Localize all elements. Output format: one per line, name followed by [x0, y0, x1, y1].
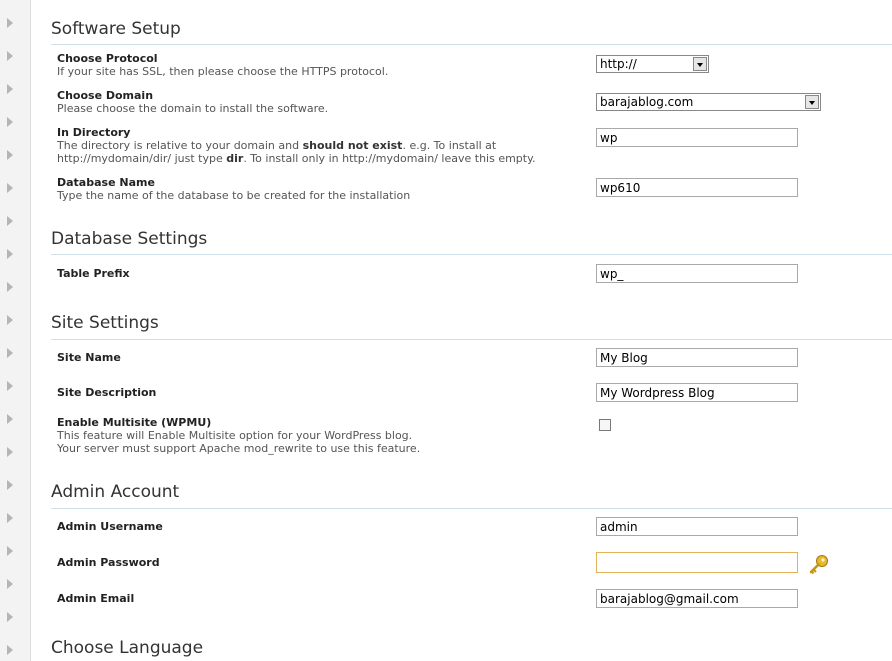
protocol-description: If your site has SSL, then please choose the HTTPS protocol. [57, 65, 389, 78]
site-description-input[interactable] [596, 383, 798, 402]
database-name-label: Database Name [57, 176, 155, 189]
admin-email-input[interactable] [596, 589, 798, 608]
multisite-checkbox[interactable] [599, 419, 611, 431]
sidebar-arrow-icon[interactable] [7, 18, 13, 28]
directory-desc-text: The directory is relative to your domain and [57, 139, 303, 152]
domain-select-value: barajablog.com [600, 95, 694, 109]
sidebar-arrow-icon[interactable] [7, 150, 13, 160]
section-title-admin-account: Admin Account [51, 482, 180, 502]
sidebar-arrow-icon[interactable] [7, 381, 13, 391]
site-description-label: Site Description [57, 386, 157, 399]
section-divider [51, 339, 892, 340]
directory-desc-text: . To install only in http://mydomain/ leave this empty. [243, 152, 536, 165]
section-title-choose-language: Choose Language [51, 638, 204, 658]
sidebar-arrow-icon[interactable] [7, 414, 13, 424]
directory-label: In Directory [57, 126, 131, 139]
directory-desc-bold: dir [226, 152, 244, 165]
directory-input[interactable] [596, 128, 798, 147]
section-divider [51, 508, 892, 509]
protocol-label: Choose Protocol [57, 52, 158, 65]
directory-desc-text: http://mydomain/dir/ just type [57, 152, 227, 165]
sidebar-arrow-icon[interactable] [7, 117, 13, 127]
table-prefix-input[interactable] [596, 264, 798, 283]
admin-password-input[interactable] [596, 552, 798, 573]
chevron-down-icon[interactable] [805, 95, 819, 109]
directory-description [57, 139, 577, 165]
sidebar-arrow-icon[interactable] [7, 84, 13, 94]
section-divider [51, 254, 892, 255]
sidebar-arrow-icon[interactable] [7, 216, 13, 226]
sidebar-arrow-icon[interactable] [7, 315, 13, 325]
left-sidebar [0, 0, 31, 661]
directory-desc-text: . e.g. To install at [402, 139, 497, 152]
sidebar-arrow-icon[interactable] [7, 513, 13, 523]
sidebar-arrow-icon[interactable] [7, 282, 13, 292]
database-name-input[interactable] [596, 178, 798, 197]
section-title-database-settings: Database Settings [51, 229, 208, 249]
admin-email-label: Admin Email [57, 592, 135, 605]
sidebar-arrow-icon[interactable] [7, 249, 13, 259]
protocol-select-value: http:// [600, 57, 637, 71]
directory-desc-bold: should not exist [302, 139, 403, 152]
section-divider [51, 44, 892, 45]
domain-select[interactable] [596, 93, 821, 111]
domain-label: Choose Domain [57, 89, 154, 102]
table-prefix-label: Table Prefix [57, 267, 130, 280]
sidebar-arrow-icon[interactable] [7, 612, 13, 622]
site-name-label: Site Name [57, 351, 121, 364]
install-form [51, 0, 892, 661]
database-name-description: Type the name of the database to be created for the installation [57, 189, 411, 202]
protocol-select[interactable] [596, 55, 709, 73]
sidebar-arrow-icon[interactable] [7, 51, 13, 61]
sidebar-arrow-icon[interactable] [7, 546, 13, 556]
section-title-software-setup: Software Setup [51, 19, 181, 39]
admin-username-input[interactable] [596, 517, 798, 536]
sidebar-arrow-icon[interactable] [7, 348, 13, 358]
sidebar-arrow-icon[interactable] [7, 183, 13, 193]
multisite-desc-line: Your server must support Apache mod_rewrite to use this feature. [57, 442, 421, 455]
multisite-desc-line: This feature will Enable Multisite option for your WordPress blog. [57, 429, 413, 442]
chevron-down-icon[interactable] [693, 57, 707, 71]
sidebar-arrow-icon[interactable] [7, 579, 13, 589]
site-name-input[interactable] [596, 348, 798, 367]
admin-username-label: Admin Username [57, 520, 163, 533]
multisite-label: Enable Multisite (WPMU) [57, 416, 212, 429]
multisite-description [57, 429, 577, 455]
sidebar-arrow-icon[interactable] [7, 447, 13, 457]
sidebar-arrow-icon[interactable] [7, 480, 13, 490]
key-icon[interactable] [808, 553, 830, 575]
admin-password-label: Admin Password [57, 556, 160, 569]
domain-description: Please choose the domain to install the software. [57, 102, 329, 115]
sidebar-arrow-icon[interactable] [7, 645, 13, 655]
section-title-site-settings: Site Settings [51, 313, 159, 333]
